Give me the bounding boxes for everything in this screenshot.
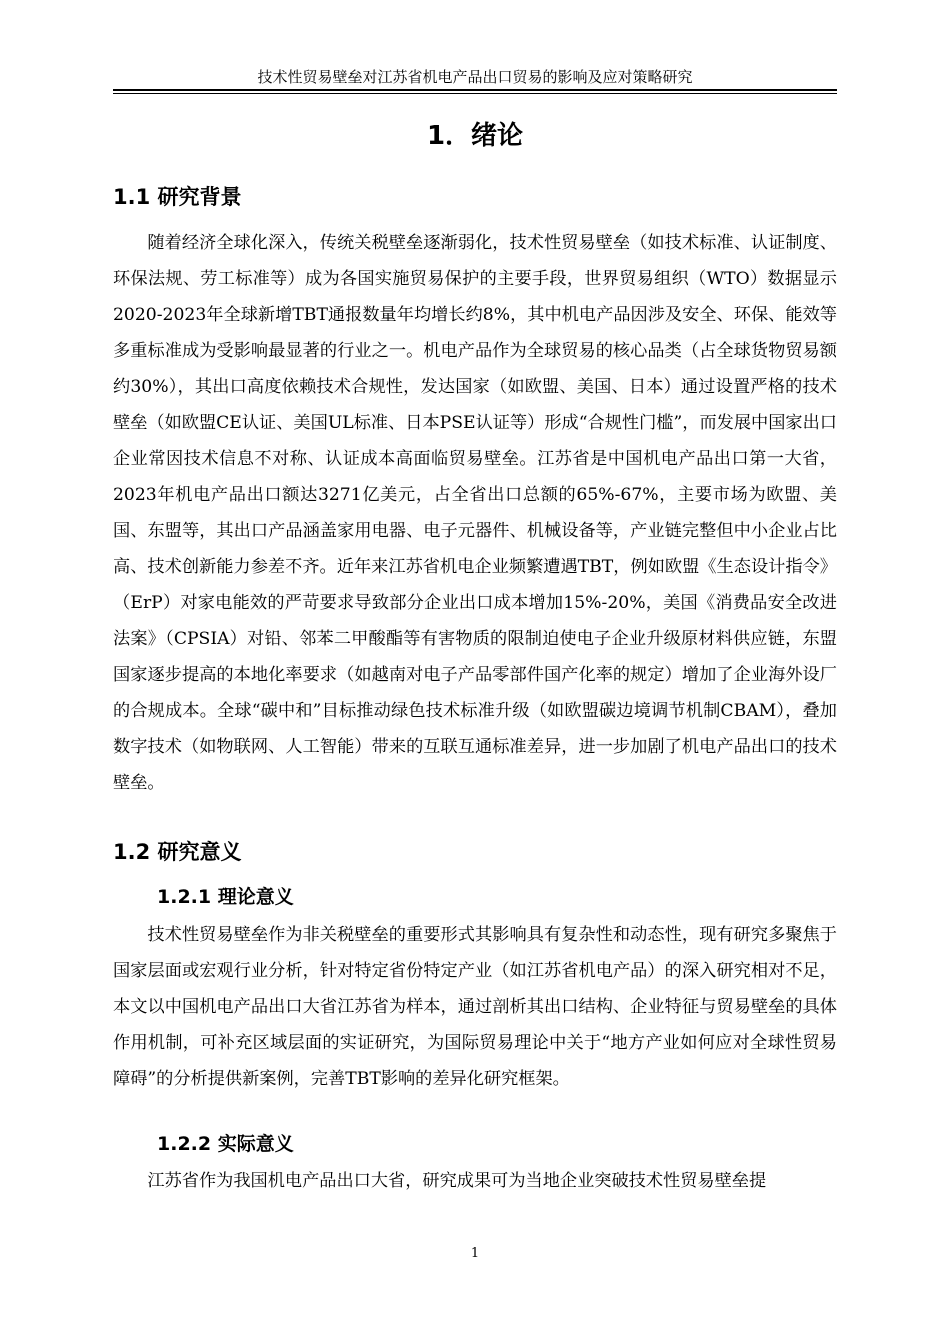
subsection-heading-practical: 1.2.2 实际意义 bbox=[157, 1133, 294, 1155]
section-heading-background: 1.1 研究背景 bbox=[113, 185, 242, 209]
theoretical-paragraph: 技术性贸易壁垒作为非关税壁垒的重要形式其影响具有复杂性和动态性，现有研究多聚焦于国家层面或宏观行业分析，针对特定省份特定产业（如江苏省机电产品）的深入研究相对不足，本文以中国机电产品出口大省江苏省为样本，通过剖析其出口结构、企业特征与贸易壁垒的具体作用机制，可补充区域层面的实证研究，为国际贸易理论中关于“地方产业如何应对全球性贸易障碍”的分析提供新案例，完善TBT影响的差异化研究框架。 bbox=[113, 925, 837, 1089]
practical-paragraph: 江苏省作为我国机电产品出口大省，研究成果可为当地企业突破技术性贸易壁垒提 bbox=[147, 1171, 767, 1191]
subsection-heading-theoretical: 1.2.1 理论意义 bbox=[157, 886, 294, 908]
running-header: 技术性贸易壁垒对江苏省机电产品出口贸易的影响及应对策略研究 bbox=[257, 68, 693, 86]
page-number: 1 bbox=[470, 1246, 480, 1261]
chapter-title: 1．绪论 bbox=[426, 121, 524, 151]
background-paragraph: 随着经济全球化深入，传统关税壁垒逐渐弱化，技术性贸易壁垒（如技术标准、认证制度、环保法规、劳工标准等）成为各国实施贸易保护的主要手段，世界贸易组织（WTO）数据显示2020-2023年全球新增TBT通报数量年均增长约8%，其中机电产品因涉及安全、环保、能效等多重标准成为受影响最显著的行业之一。机电产品作为全球贸易的核心品类（占全球货物贸易额约30%），其出口高度依赖技术合规性，发达国家（如欧盟、美国、日本）通过设置严格的技术壁垒（如欧盟CE认证、美国UL标准、日本PSE认证等）形成“合规性门槛”，而发展中国家出口企业常因技术信息不对称、认证成本高面临贸易壁垒。江苏省是中国机电产品出口第一大省，2023年机电产品出口额达3271亿美元，占全省出口总额的65%-67%，主要市场为欧盟、美国、东盟等，其出口产品涵盖家用电器、电子元器件、机械设备等，产业链完整但中小企业占比高、技术创新能力参差不齐。近年来江苏省机电企业频繁遭遇TBT，例如欧盟《生态设计指令》（ErP）对家电能效的严苛要求导致部分企业出口成本增加15%-20%，美国《消费品安全改进法案》（CPSIA）对铅、邻苯二甲酸酯等有害物质的限制迫使电子企业升级原材料供应链，东盟国家逐步提高的本地化率要求（如越南对电子产品零部件国产化率的规定）增加了企业海外设厂的合规成本。全球“碳中和”目标推动绿色技术标准升级（如欧盟碳边境调节机制CBAM），叠加数字技术（如物联网、人工智能）带来的互联互通标准差异，进一步加剧了机电产品出口的技术壁垒。 bbox=[113, 233, 837, 793]
section-heading-significance: 1.2 研究意义 bbox=[113, 840, 242, 864]
header-divider bbox=[113, 89, 837, 94]
